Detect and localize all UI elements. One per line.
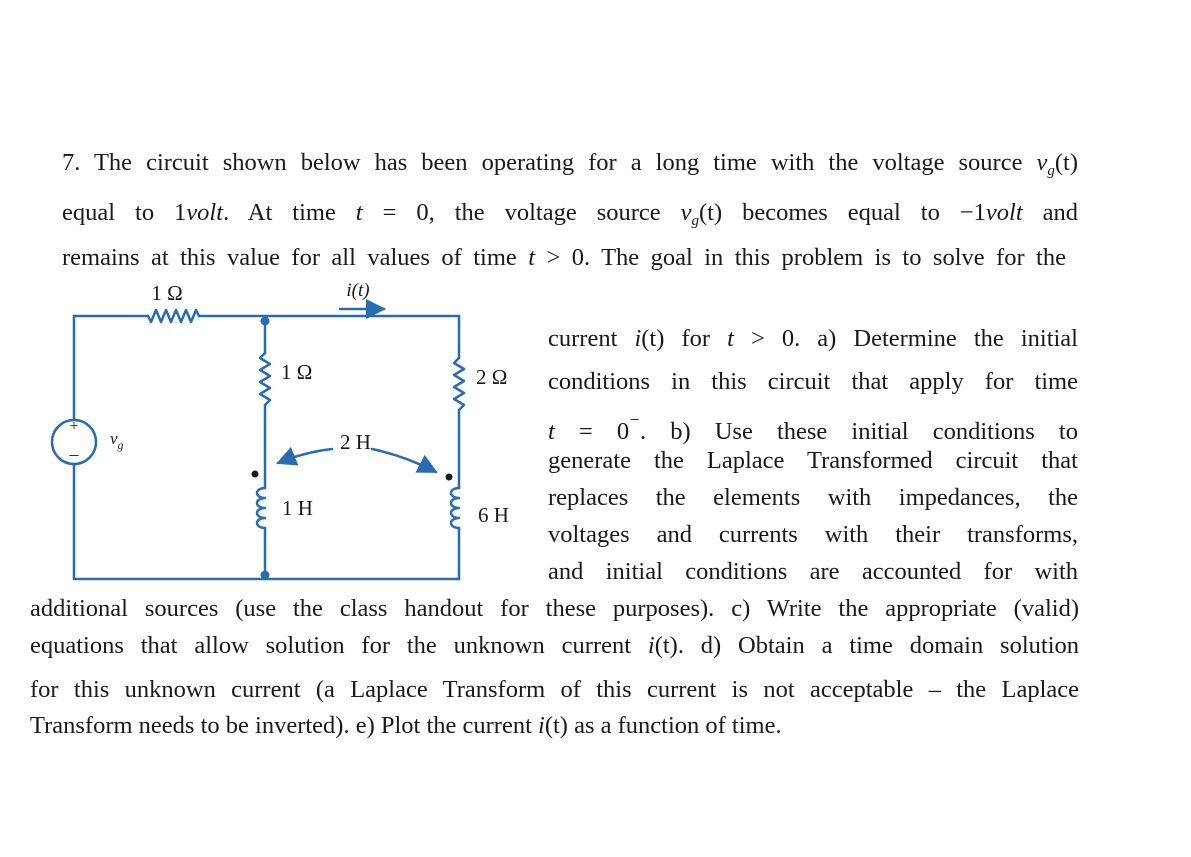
polarity-dot-right [446,474,453,481]
label-right-resistor: 2 Ω [476,365,508,389]
junction-top [261,317,270,326]
text-line-13: for this unknown current (a Laplace Transform of this current is not acceptable – the Laplace [30,676,1079,703]
text-line-11: additional sources (use the class handout for these purposes). c) Write the appropriate (valid) [30,595,1079,622]
mutual-arrow-right [372,449,436,472]
text-line-7: generate the Laplace Transformed circuit that [548,447,1078,474]
problem-number: 7. [62,149,81,176]
label-middle-resistor: 1 Ω [281,360,313,384]
wire-left-bottom [74,464,459,579]
label-mutual: 2 H [340,430,371,454]
text-line-2: equal to 1volt. At time t = 0, the voltage source $v_g(t)$ becomes equal to −1volt and [62,199,1078,229]
source-plus: + [69,418,79,435]
right-resistor [454,358,464,410]
label-right-inductor: 6 H [478,503,509,527]
label-current: i(t) [346,280,370,301]
label-left-inductor: 1 H [282,496,313,520]
polarity-dot-left [252,471,259,478]
junction-bottom [261,571,270,580]
text-line-14: Transform needs to be inverted). e) Plot the current i(t) as a function of time. [30,712,782,739]
text-line-4: current i(t) for t > 0. a) Determine the initial [548,325,1078,352]
text-line-9: voltages and currents with their transforms, [548,521,1078,548]
label-source: $v_g$ [110,429,124,452]
text-line-6: t = 0⁻. b) Use these initial conditions to [548,413,1078,446]
right-inductor [451,488,459,528]
source-minus: – [69,444,79,464]
mutual-arrow-left [278,449,332,463]
text-line-1: 7. The circuit shown below has been operating for a long time with the voltage source $v_g(t)$ [62,149,1078,179]
text-line-5: conditions in this circuit that apply for time [548,368,1078,395]
left-inductor [257,488,265,528]
label-series-resistor: 1 Ω [151,281,183,305]
series-resistor [148,310,199,322]
text-line-3: remains at this value for all values of time t > 0. The goal in this problem is to solve for the [62,244,1066,271]
text-line-8: replaces the elements with impedances, the [548,484,1078,511]
wire-left-top [74,316,148,420]
middle-resistor [260,353,270,405]
text-line-12: equations that allow solution for the unknown current i(t). d) Obtain a time domain solution [30,632,1080,659]
text-line-10: and initial conditions are accounted for with [548,558,1078,585]
